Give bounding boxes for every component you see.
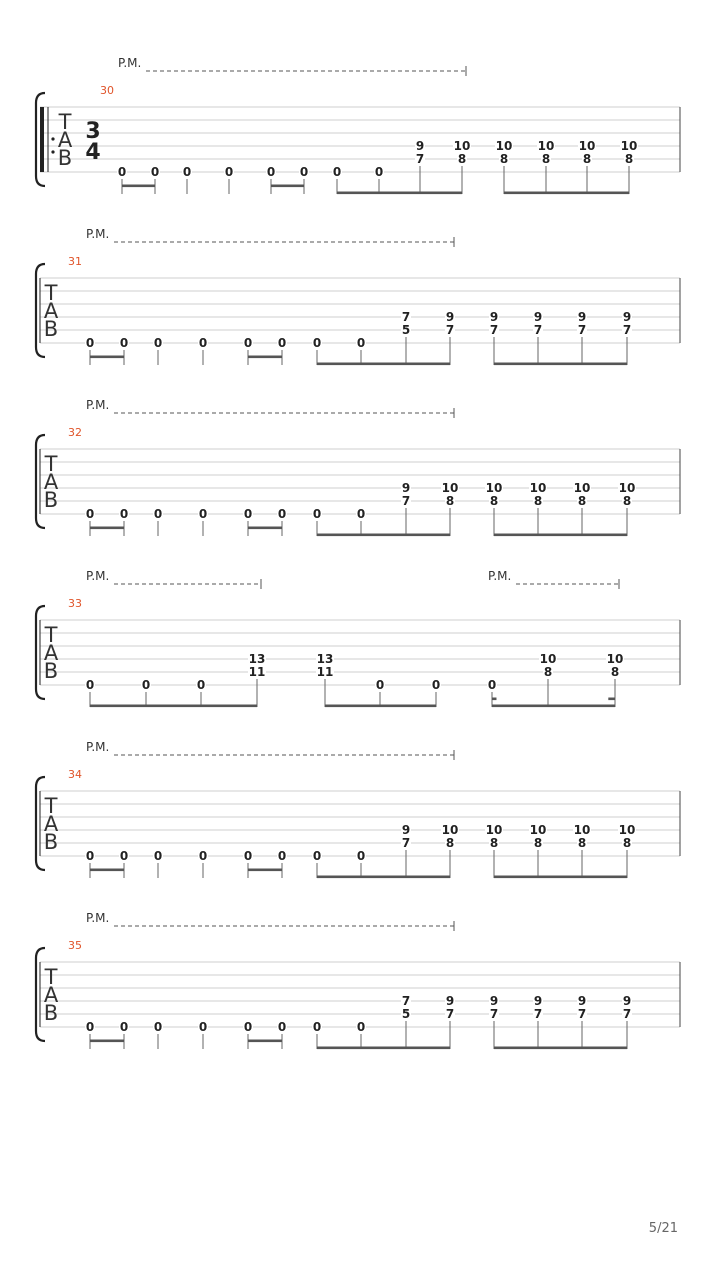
beam [90,869,124,872]
clef-letter-t: T [44,452,58,476]
clef-letter-t: T [58,110,72,134]
beam [90,356,124,359]
fret-number: 0 [198,849,208,863]
fret-number: 0 [198,1020,208,1034]
fret-number: 0 [119,1020,129,1034]
fret-number: 8 [624,152,634,166]
fret-number: 10 [453,139,471,153]
fret-number: 7 [533,323,543,337]
fret-number: 9 [401,823,411,837]
fret-number: 7 [415,152,425,166]
fret-number: 9 [622,310,632,324]
fret-number: 9 [445,994,455,1008]
measure-number: 35 [68,939,82,952]
time-signature-bottom: 4 [85,140,101,165]
fret-number: 8 [533,836,543,850]
fret-number: 9 [533,310,543,324]
fret-number: 7 [401,494,411,508]
fret-number: 0 [243,336,253,350]
clef-letter-a: A [43,812,59,836]
fret-number: 10 [618,823,636,837]
system-30 [36,56,680,194]
system-35 [36,911,680,1049]
clef-letter-a: A [43,641,59,665]
clef-letter-t: T [44,281,58,305]
measure-number: 34 [68,768,82,781]
fret-number: 0 [119,849,129,863]
palm-mute-label: P.M. [118,56,142,70]
fret-number: 7 [489,323,499,337]
palm-mute-label: P.M. [86,569,110,583]
beam [337,192,462,195]
fret-number: 0 [375,678,385,692]
fret-number: 0 [153,1020,163,1034]
fret-number: 0 [198,507,208,521]
fret-number: 8 [457,152,467,166]
palm-mute-label: P.M. [86,398,110,412]
clef-letter-a: A [43,299,59,323]
fret-number: 10 [529,823,547,837]
system-32 [36,398,680,536]
fret-number: 13 [316,652,334,666]
fret-number: 9 [577,310,587,324]
system-33 [36,569,680,707]
repeat-thick-barline [40,107,44,172]
beam [504,192,629,195]
fret-number: 0 [196,678,206,692]
fret-number: 8 [582,152,592,166]
fret-number: 0 [141,678,151,692]
fret-number: 7 [533,1007,543,1021]
beam [317,363,450,366]
fret-number: 0 [85,678,95,692]
fret-number: 8 [445,494,455,508]
fret-number: 5 [401,323,411,337]
fret-number: 8 [577,836,587,850]
palm-mute-label: P.M. [86,227,110,241]
fret-number: 13 [248,652,266,666]
fret-number: 0 [356,849,366,863]
fret-number: 0 [277,849,287,863]
clef-letter-b: B [43,1001,59,1025]
fret-number: 0 [85,336,95,350]
clef-letter-b: B [43,659,59,683]
fret-number: 9 [622,994,632,1008]
fret-number: 8 [577,494,587,508]
beam [608,698,615,701]
fret-number: 10 [539,652,557,666]
beam [317,876,450,879]
fret-number: 7 [622,1007,632,1021]
fret-number: 9 [533,994,543,1008]
fret-number: 7 [577,1007,587,1021]
clef-letter-a: A [57,128,73,152]
fret-number: 0 [224,165,234,179]
fret-number: 0 [312,849,322,863]
fret-number: 10 [485,481,503,495]
fret-number: 0 [277,336,287,350]
fret-number: 9 [577,994,587,1008]
beam [248,869,282,872]
beam [494,363,627,366]
beam [248,1040,282,1043]
beam [492,705,615,708]
repeat-dot [51,137,54,140]
fret-number: 10 [441,823,459,837]
fret-number: 0 [117,165,127,179]
fret-number: 7 [577,323,587,337]
fret-number: 0 [85,1020,95,1034]
clef-letter-b: B [43,830,59,854]
beam [122,185,155,188]
fret-number: 0 [119,336,129,350]
fret-number: 0 [266,165,276,179]
fret-number: 0 [487,678,497,692]
fret-number: 0 [85,507,95,521]
palm-mute-label: P.M. [488,569,512,583]
fret-number: 10 [529,481,547,495]
fret-number: 8 [543,665,553,679]
fret-number: 0 [150,165,160,179]
beam [271,185,304,188]
fret-number: 10 [495,139,513,153]
fret-number: 8 [622,836,632,850]
fret-number: 0 [332,165,342,179]
beam [90,705,257,708]
beam [494,534,627,537]
fret-number: 0 [312,507,322,521]
fret-number: 0 [312,336,322,350]
fret-number: 7 [401,836,411,850]
repeat-dot [51,150,54,153]
fret-number: 10 [620,139,638,153]
fret-number: 0 [153,507,163,521]
clef-letter-a: A [43,470,59,494]
fret-number: 10 [485,823,503,837]
measure-number: 33 [68,597,82,610]
clef-letter-t: T [44,623,58,647]
fret-number: 5 [401,1007,411,1021]
fret-number: 0 [119,507,129,521]
clef-letter-b: B [43,317,59,341]
fret-number: 0 [153,336,163,350]
clef-letter-t: T [44,965,58,989]
fret-number: 9 [401,481,411,495]
fret-number: 0 [299,165,309,179]
fret-number: 10 [573,481,591,495]
clef-letter-b: B [43,488,59,512]
fret-number: 0 [356,336,366,350]
fret-number: 10 [537,139,555,153]
fret-number: 8 [489,836,499,850]
fret-number: 0 [356,507,366,521]
fret-number: 0 [182,165,192,179]
measure-number: 30 [100,84,114,97]
beam [90,527,124,530]
fret-number: 8 [499,152,509,166]
fret-number: 0 [243,849,253,863]
fret-number: 0 [243,1020,253,1034]
fret-number: 9 [489,310,499,324]
beam [494,876,627,879]
fret-number: 8 [541,152,551,166]
fret-number: 8 [622,494,632,508]
time-signature-top: 3 [85,119,101,144]
fret-number: 0 [374,165,384,179]
fret-number: 9 [445,310,455,324]
measure-number: 32 [68,426,82,439]
beam [248,356,282,359]
fret-number: 11 [248,665,266,679]
fret-number: 9 [415,139,425,153]
fret-number: 11 [316,665,334,679]
fret-number: 10 [618,481,636,495]
fret-number: 10 [606,652,624,666]
fret-number: 8 [489,494,499,508]
fret-number: 0 [312,1020,322,1034]
beam [317,1047,450,1050]
fret-number: 0 [277,507,287,521]
fret-number: 0 [277,1020,287,1034]
beam [90,1040,124,1043]
fret-number: 0 [356,1020,366,1034]
palm-mute-label: P.M. [86,740,110,754]
beam [317,534,450,537]
fret-number: 0 [85,849,95,863]
beam [494,1047,627,1050]
fret-number: 7 [622,323,632,337]
fret-number: 0 [153,849,163,863]
beam [492,698,496,701]
system-34 [36,740,680,878]
palm-mute-label: P.M. [86,911,110,925]
fret-number: 0 [431,678,441,692]
fret-number: 7 [401,994,411,1008]
fret-number: 8 [533,494,543,508]
fret-number: 10 [578,139,596,153]
fret-number: 7 [401,310,411,324]
fret-number: 7 [445,1007,455,1021]
fret-number: 8 [610,665,620,679]
fret-number: 7 [489,1007,499,1021]
clef-letter-b: B [57,146,73,170]
system-31 [36,227,680,365]
fret-number: 8 [445,836,455,850]
fret-number: 0 [243,507,253,521]
fret-number: 10 [441,481,459,495]
fret-number: 9 [489,994,499,1008]
fret-number: 0 [198,336,208,350]
beam [248,527,282,530]
fret-number: 10 [573,823,591,837]
page-number: 5/21 [648,1221,678,1236]
fret-number: 7 [445,323,455,337]
clef-letter-a: A [43,983,59,1007]
clef-letter-t: T [44,794,58,818]
beam [325,705,436,708]
measure-number: 31 [68,255,82,268]
